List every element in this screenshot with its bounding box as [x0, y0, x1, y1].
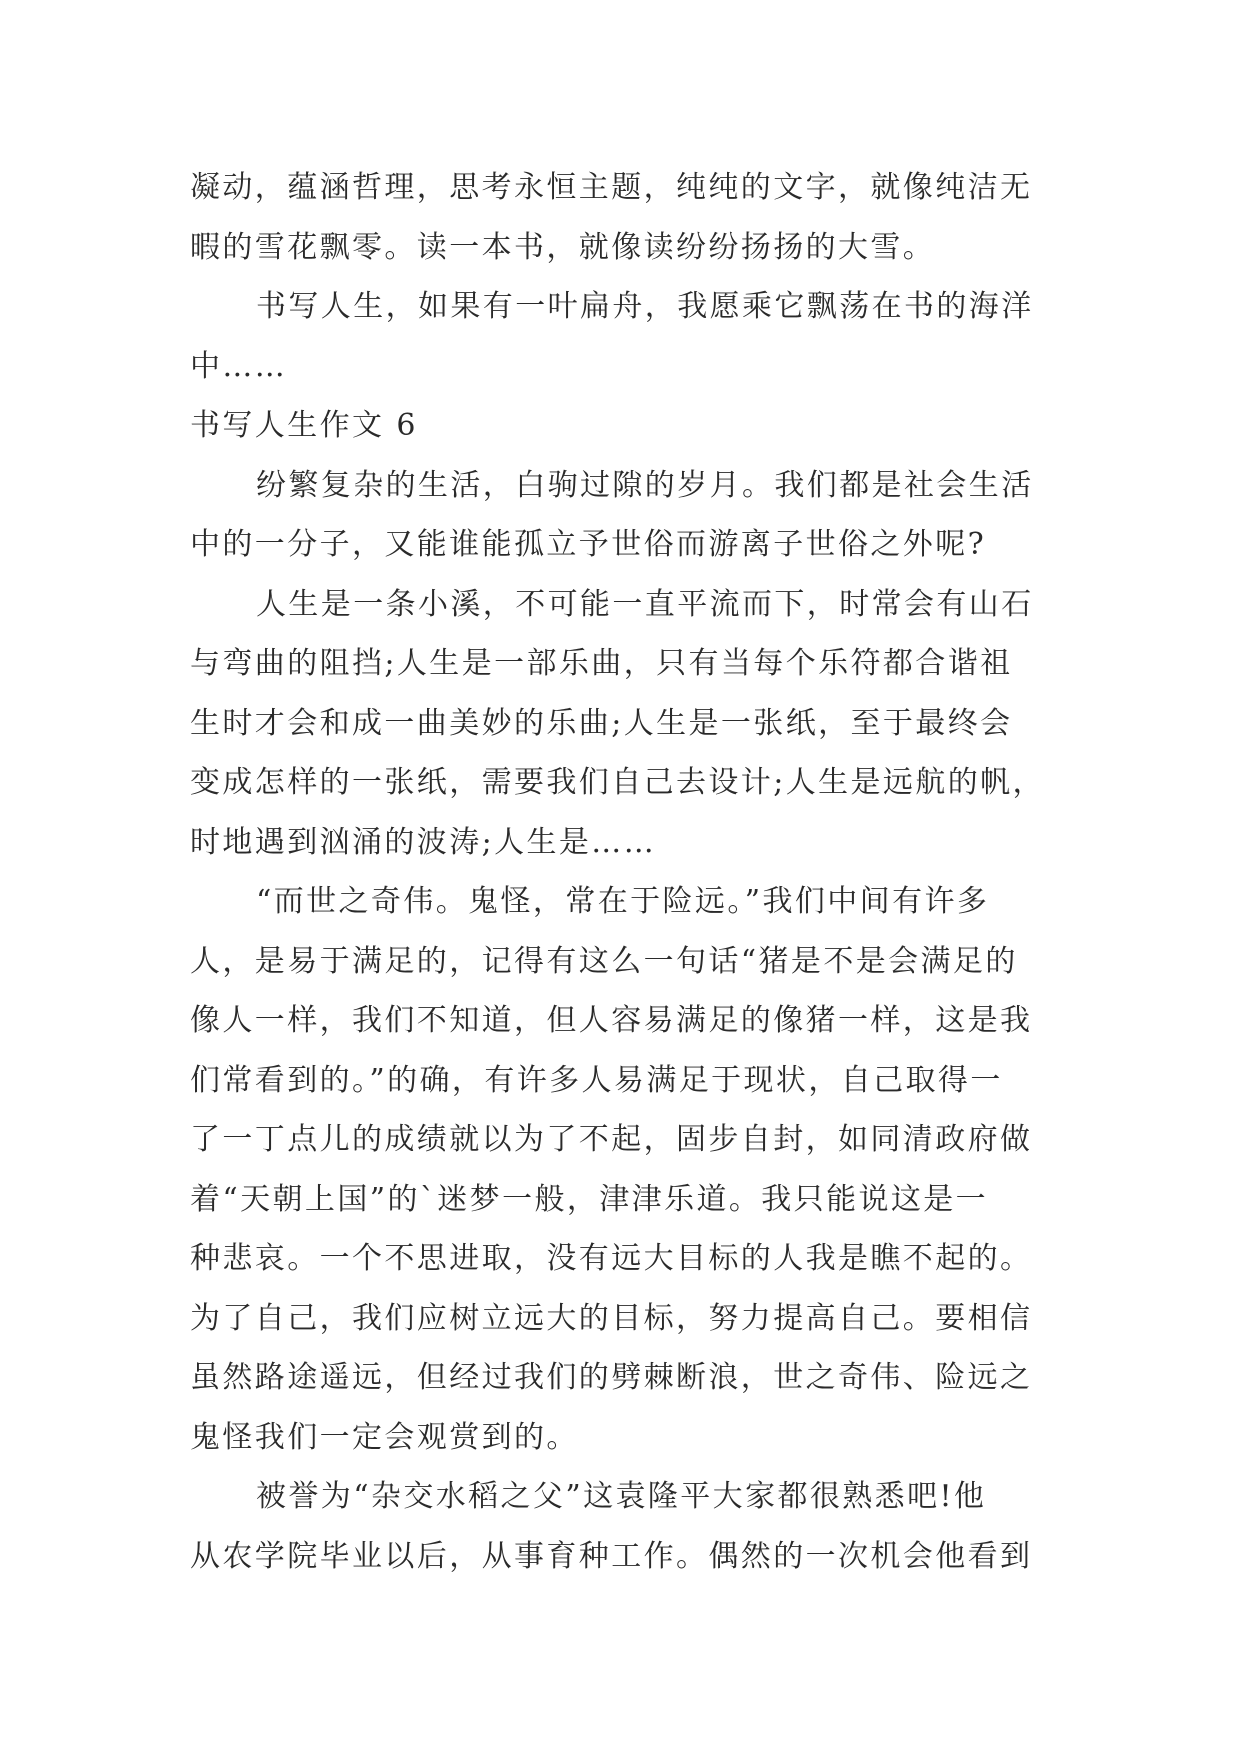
text-line: 虽然路途遥远，但经过我们的劈棘断浪，世之奇伟、险远之: [190, 1360, 1033, 1395]
text-line: 纷繁复杂的生活，白驹过隙的岁月。我们都是社会生活: [256, 467, 1034, 503]
text-line: 从农学院毕业以后，从事育种工作。偶然的一次机会他看到: [190, 1538, 1033, 1574]
text-line: “而世之奇伟。鬼怪，常在于险远。”我们中间有许多: [256, 884, 990, 919]
text-line: 像人一样，我们不知道，但人容易满足的像猪一样，这是我: [190, 1003, 1033, 1038]
text-line: 人生是一条小溪，不可能一直平流而下，时常会有山石: [256, 586, 1034, 622]
text-line: 鬼怪我们一定会观赏到的。: [190, 1419, 579, 1455]
section-heading: 书写人生作文 6: [190, 408, 418, 443]
text-line: 们常看到的。”的确，有许多人易满足于现状，自己取得一: [190, 1062, 1003, 1098]
text-line: 着“天朝上国”的`迷梦一般，津津乐道。我只能说这是一: [190, 1181, 989, 1217]
text-line: 中……: [190, 348, 288, 384]
text-line: 生时才会和成一曲美妙的乐曲;人生是一张纸，至于最终会: [190, 705, 1013, 741]
text-line: 被誉为“杂交水稻之父”这袁隆平大家都很熟悉吧!他: [256, 1479, 987, 1514]
text-line: 与弯曲的阻挡;人生是一部乐曲，只有当每个乐符都合谐祖: [190, 646, 1013, 681]
text-line: 变成怎样的一张纸，需要我们自己去设计;人生是远航的帆，: [190, 765, 1045, 800]
text-line: 人，是易于满足的，记得有这么一句话“猪是不是会满足的: [190, 943, 1018, 979]
text-line: 中的一分子，又能谁能孤立予世俗而游离子世俗之外呢?: [190, 527, 987, 562]
text-line: 了一丁点儿的成绩就以为了不起，固步自封，如同清政府做: [190, 1122, 1033, 1157]
text-line: 书写人生，如果有一叶扁舟，我愿乘它飘荡在书的海洋: [256, 289, 1034, 324]
text-line: 种悲哀。一个不思进取，没有远大目标的人我是瞧不起的。: [190, 1241, 1033, 1276]
text-line: 暇的雪花飘零。读一本书，就像读纷纷扬扬的大雪。: [190, 229, 936, 265]
text-line: 为了自己，我们应树立远大的目标，努力提高自己。要相信: [190, 1300, 1033, 1336]
text-line: 凝动，蕴涵哲理，思考永恒主题，纯纯的文字，就像纯洁无: [190, 170, 1033, 205]
document-body: [190, 158, 1060, 1586]
text-line: 时地遇到汹涌的波涛;人生是……: [190, 824, 657, 860]
